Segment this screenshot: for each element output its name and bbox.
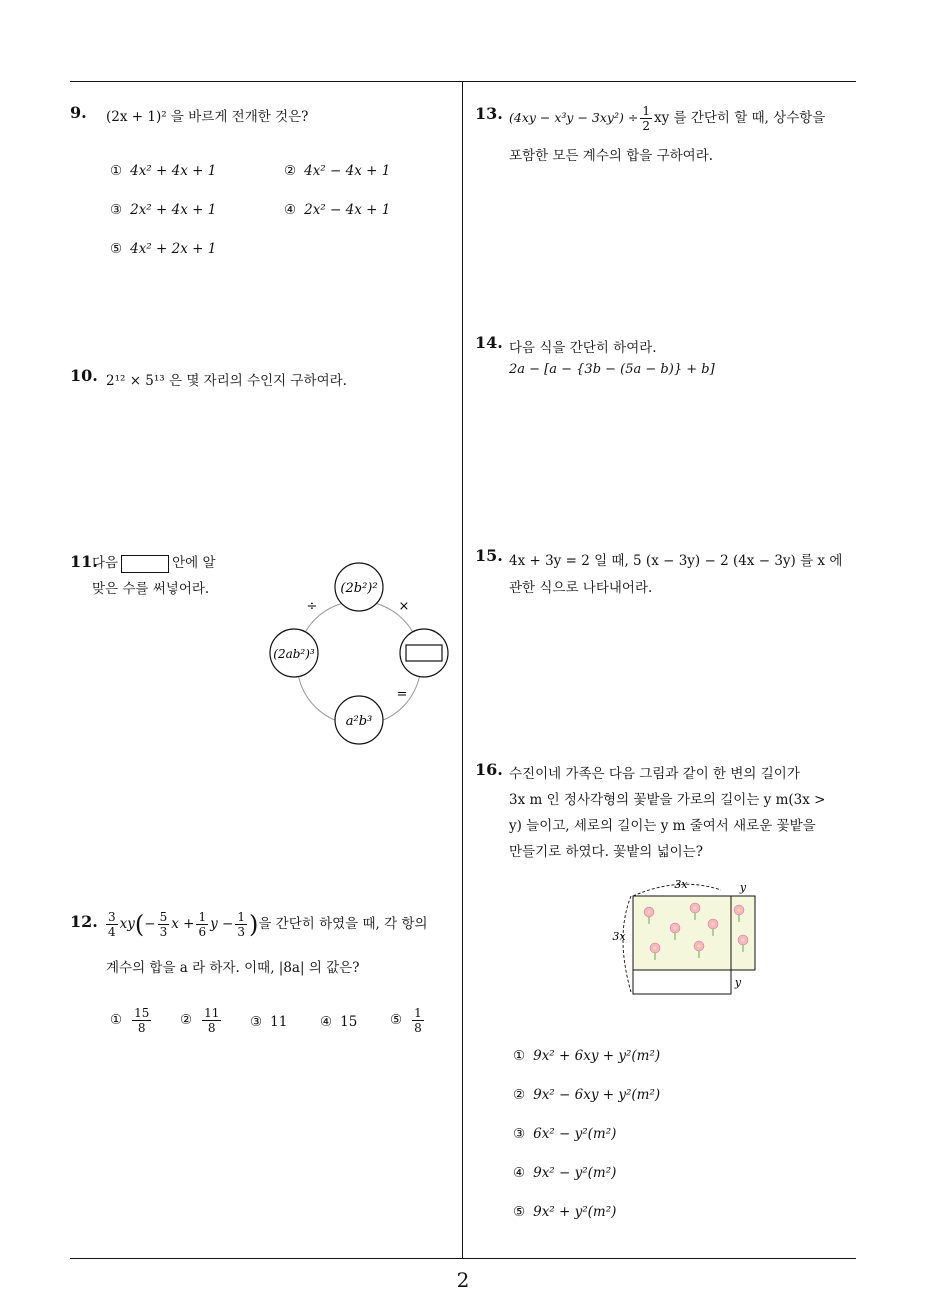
question-10 (70, 366, 450, 396)
question-text-line2: 계수의 합을 a 라 하자. 이때, |8a| 의 값은? (106, 960, 360, 976)
fraction: $\frac{3}{4}$ (108, 910, 116, 939)
question-text: $\frac{3}{4}$ xy(− $\frac{5}{3}$ x + $\frac{1}{6}$ y − $\frac{1}{3}$ )을 간단히 하였을 때, 각 항의 (108, 910, 428, 939)
question-number: 12. (70, 912, 98, 931)
question-text-line2: 3x m 인 정사각형의 꽃밭을 가로의 길이는 y m(3x > (509, 792, 826, 808)
question-number: 16. (475, 760, 503, 779)
page-number: 2 (456, 1268, 470, 1292)
fraction: $\frac{1}{3}$ (237, 910, 245, 939)
divide-sign: ÷ (306, 599, 318, 614)
option-5[interactable]: ⑤ 4x² + 2x + 1 (110, 241, 217, 257)
option-1[interactable]: ① 4x² + 4x + 1 (110, 163, 217, 179)
question-text: 다음 안에 알 맞은 수를 써넣어라. (92, 555, 216, 597)
fraction: $\frac{1}{2}$ (642, 104, 650, 133)
option-1[interactable]: ① 9x² + 6xy + y²(m²) (513, 1048, 661, 1064)
question-number: 11. (70, 552, 98, 571)
question-text-line2: 포함한 모든 계수의 합을 구하여라. (509, 148, 714, 164)
diagram-left-expr: (2ab²)³ (273, 647, 315, 661)
question-15 (475, 546, 860, 606)
option-5[interactable]: ⑤ $\frac{1}{8}$ (390, 1006, 422, 1035)
question-12 (70, 910, 455, 1050)
question-text: 다음 식을 간단히 하여라. (509, 340, 657, 356)
question-text-line1: 수진이네 가족은 다음 그림과 같이 한 변의 길이가 (509, 766, 800, 782)
option-1[interactable]: ① $\frac{15}{8}$ (110, 1006, 150, 1035)
label-left-3x: 3x (612, 930, 626, 943)
diagram-right-circle (400, 629, 448, 677)
option-3[interactable]: ③ 2x² + 4x + 1 (110, 202, 217, 218)
option-2[interactable]: ② 9x² − 6xy + y²(m²) (513, 1087, 661, 1103)
label-right-bottom-y: y (734, 976, 742, 989)
question-16 (475, 760, 860, 1220)
circle-operation-diagram (266, 560, 456, 750)
question-number: 15. (475, 546, 503, 565)
option-4[interactable]: ④ 9x² − y²(m²) (513, 1165, 617, 1181)
flower-garden-figure (609, 876, 769, 1000)
question-text-line2: 관한 식으로 나타내어라. (509, 580, 653, 596)
question-number: 10. (70, 366, 98, 385)
question-number: 14. (475, 333, 503, 352)
times-sign: × (398, 599, 410, 614)
question-number: 9. (70, 103, 87, 122)
answer-blank-box (121, 555, 169, 573)
question-text-line4: 만들기로 하였다. 꽃밭의 넓이는? (509, 844, 703, 860)
option-3[interactable]: ③ 11 (250, 1014, 288, 1030)
bottom-rule (70, 1258, 856, 1259)
question-11 (70, 552, 450, 752)
question-13 (475, 104, 860, 174)
diagram-bottom-expr: a²b³ (345, 714, 373, 729)
question-text: (2x + 1)² 을 바르게 전개한 것은? (106, 109, 309, 125)
question-9 (70, 103, 450, 273)
fraction: $\frac{5}{3}$ (159, 910, 168, 939)
label-top-3x: 3x (674, 878, 688, 891)
option-4[interactable]: ④ 2x² − 4x + 1 (284, 202, 391, 218)
column-divider (462, 81, 463, 1258)
option-2[interactable]: ② 4x² − 4x + 1 (284, 163, 391, 179)
option-2[interactable]: ② $\frac{11}{8}$ (180, 1006, 220, 1035)
question-number: 13. (475, 104, 503, 123)
label-right-top-y: y (739, 881, 747, 894)
question-text: 4x + 3y = 2 일 때, 5 (x − 3y) − 2 (4x − 3y) 를 x 에 (509, 553, 843, 569)
top-rule (70, 81, 856, 82)
question-expression: 2a − [a − {3b − (5a − b)} + b] (509, 362, 715, 377)
garden-removed-strip (633, 970, 731, 994)
diagram-top-expr: (2b²)² (340, 581, 378, 596)
option-4[interactable]: ④ 15 (320, 1014, 358, 1030)
question-text: 2¹² × 5¹³ 은 몇 자리의 수인지 구하여라. (106, 373, 347, 389)
question-text-line3: y) 늘이고, 세로의 길이는 y m 줄여서 새로운 꽃밭을 (509, 818, 816, 834)
question-text: (4xy − x³y − 3xy²) ÷ $\frac{1}{2}$ xy 를 간단히 할 때, 상수항을 (509, 104, 826, 133)
option-5[interactable]: ⑤ 9x² + y²(m²) (513, 1204, 617, 1220)
fraction: $\frac{1}{6}$ (198, 910, 207, 939)
option-3[interactable]: ③ 6x² − y²(m²) (513, 1126, 617, 1142)
question-14 (475, 333, 860, 393)
equals-sign: = (396, 687, 408, 702)
